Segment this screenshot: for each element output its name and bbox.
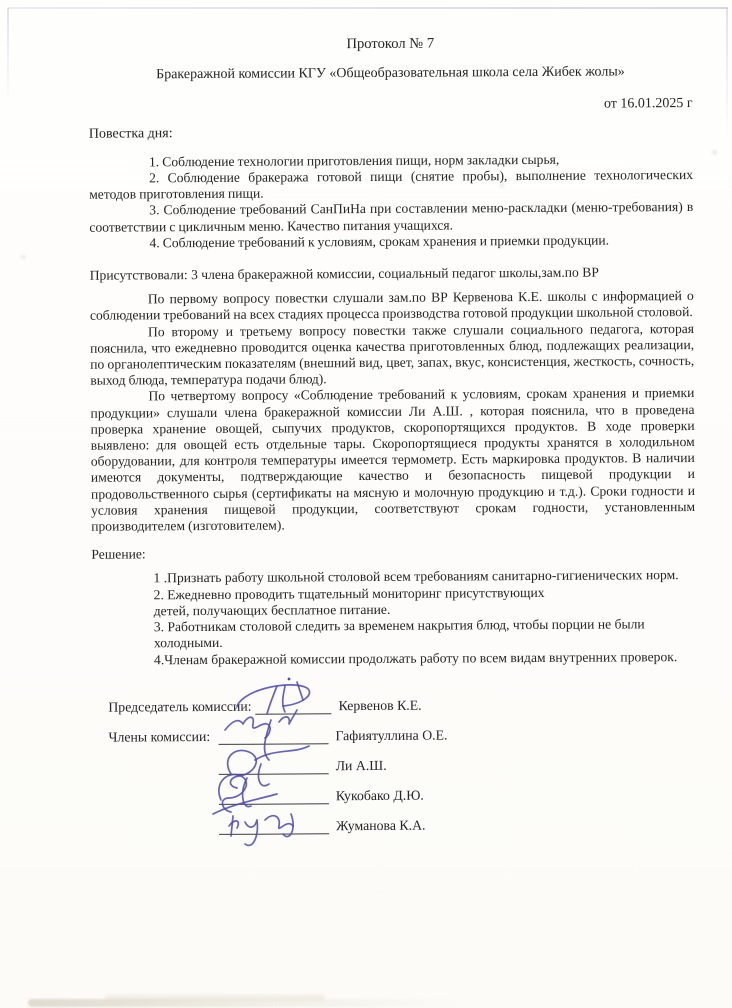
decision-item: 3. Работникам столовой следить за временем накрытия блюд, чтобы порции не были холодными. <box>153 616 645 651</box>
agenda-heading: Повестка дня: <box>88 125 173 142</box>
signature-name: Кервенов К.Е. <box>338 697 422 714</box>
document-date: от 16.01.2025 г <box>603 96 693 112</box>
scan-edge-artifact <box>7 8 9 103</box>
scan-edge-artifact <box>726 8 728 138</box>
signature-line <box>218 727 328 745</box>
signature-line <box>255 697 331 714</box>
decision-item: 2. Ежедневно проводить тщательный мониторинг присутствующих детей, получающих бесплатное питание. <box>153 584 545 619</box>
body-paragraph: По четвертому вопросу «Соблюдение требований к условиям, срокам хранения и приемки продукции» слушали члена бракеражной комиссии Ли А.Ш. , которая пояснила, что в проведена проверка хранение овощей, сыпучих продуктов, скоропортящихся продуктов. В ходе проверки выявлено: для овощей есть отдельные тары. Скоропортящиеся продукты хранятся в холодильном оборудовании, для контроля температуры имеется термометр. Есть маркировка продуктов. В наличии имеются документы, подтверждающие качество и безопасность пищевой продукции и продовольственного сырья (сертификаты на мясную и молочную продукцию и т.д.). Сроки годности и условия хранения пищевой продукции, соответствуют срокам годности, установленным производителем (изготовителем). <box>90 385 696 534</box>
signature-row <box>108 712 668 745</box>
signature-name: Кукобако Д.Ю. <box>335 787 424 804</box>
signature-label: Члены комиссии: <box>108 728 211 745</box>
decision-heading: Решение: <box>91 546 146 562</box>
scan-speck-artifact <box>20 255 26 259</box>
scan-smudge-artifact <box>105 995 325 1000</box>
signature-row <box>109 742 669 775</box>
decision-item: 1 .Признать работу школьной столовой всем требованиям санитарно-гигиенических норм. <box>153 567 679 586</box>
signature-line <box>219 787 329 805</box>
agenda-item: 1. Соблюдение технологии приготовления пищи, норм закладки сырья, <box>148 151 560 170</box>
signature-row <box>108 686 668 715</box>
body-paragraph: По второму и третьему вопросу повестки также слушали социального педагога, которая пояснила, что ежедневно проводится оценка качества приготовленных блюд, подлежащих реализации, по органолептическим показателям (внешний вид, цвет, запах, вкус, консистенция, жесткость, сочность, выход блюда, температура подачи блюд). <box>90 320 695 388</box>
body-paragraph: По первому вопросу повестки слушали зам.по ВР Кервенова К.Е. школы с информацией о соблюдении требований на всех стадиях процесса производства готовой продукции школьной столовой. <box>89 288 694 324</box>
signature-line <box>219 757 329 775</box>
signature-block <box>108 686 669 835</box>
scan-speck-artifact <box>500 182 504 188</box>
document-subtitle: Бракеражной комиссии КГУ «Общеобразовательная школа села Жибек жолы» <box>156 64 625 83</box>
decision-item: 4.Членам бракеражной комиссии продолжать работу по всем видам внутренних проверок. <box>153 648 678 667</box>
attendees-line: Присутствовали: 3 члена бракеражной комиссии, социальный педагог школы,зам.по ВР <box>89 264 599 283</box>
signature-label: Председатель комиссии: <box>108 698 252 715</box>
document-title: Протокол № 7 <box>346 35 435 53</box>
scan-edge-artifact <box>8 7 728 9</box>
signature-name: Гафиятуллина О.Е. <box>335 727 448 744</box>
agenda-item: 3. Соблюдение требований СанПиНа при составлении меню-раскладки (меню-требования) в соответствии с цикличным меню. Качество питания учащихся. <box>89 199 694 235</box>
scan-smudge-artifact <box>28 999 458 1007</box>
agenda-item: 2. Соблюдение бракеража готовой пищи (снятие пробы), выполнение технологических методов приготовления пищи. <box>89 167 694 202</box>
signature-row <box>109 802 669 835</box>
signature-line <box>219 817 329 835</box>
signature-row <box>109 772 669 805</box>
agenda-item: 4. Соблюдение требований к условиям, срокам хранения и приемки продукции. <box>149 232 610 251</box>
scan-speck-artifact <box>712 150 717 155</box>
signature-name: Жуманова К.А. <box>335 817 426 834</box>
signature-name: Ли А.Ш. <box>335 757 387 774</box>
